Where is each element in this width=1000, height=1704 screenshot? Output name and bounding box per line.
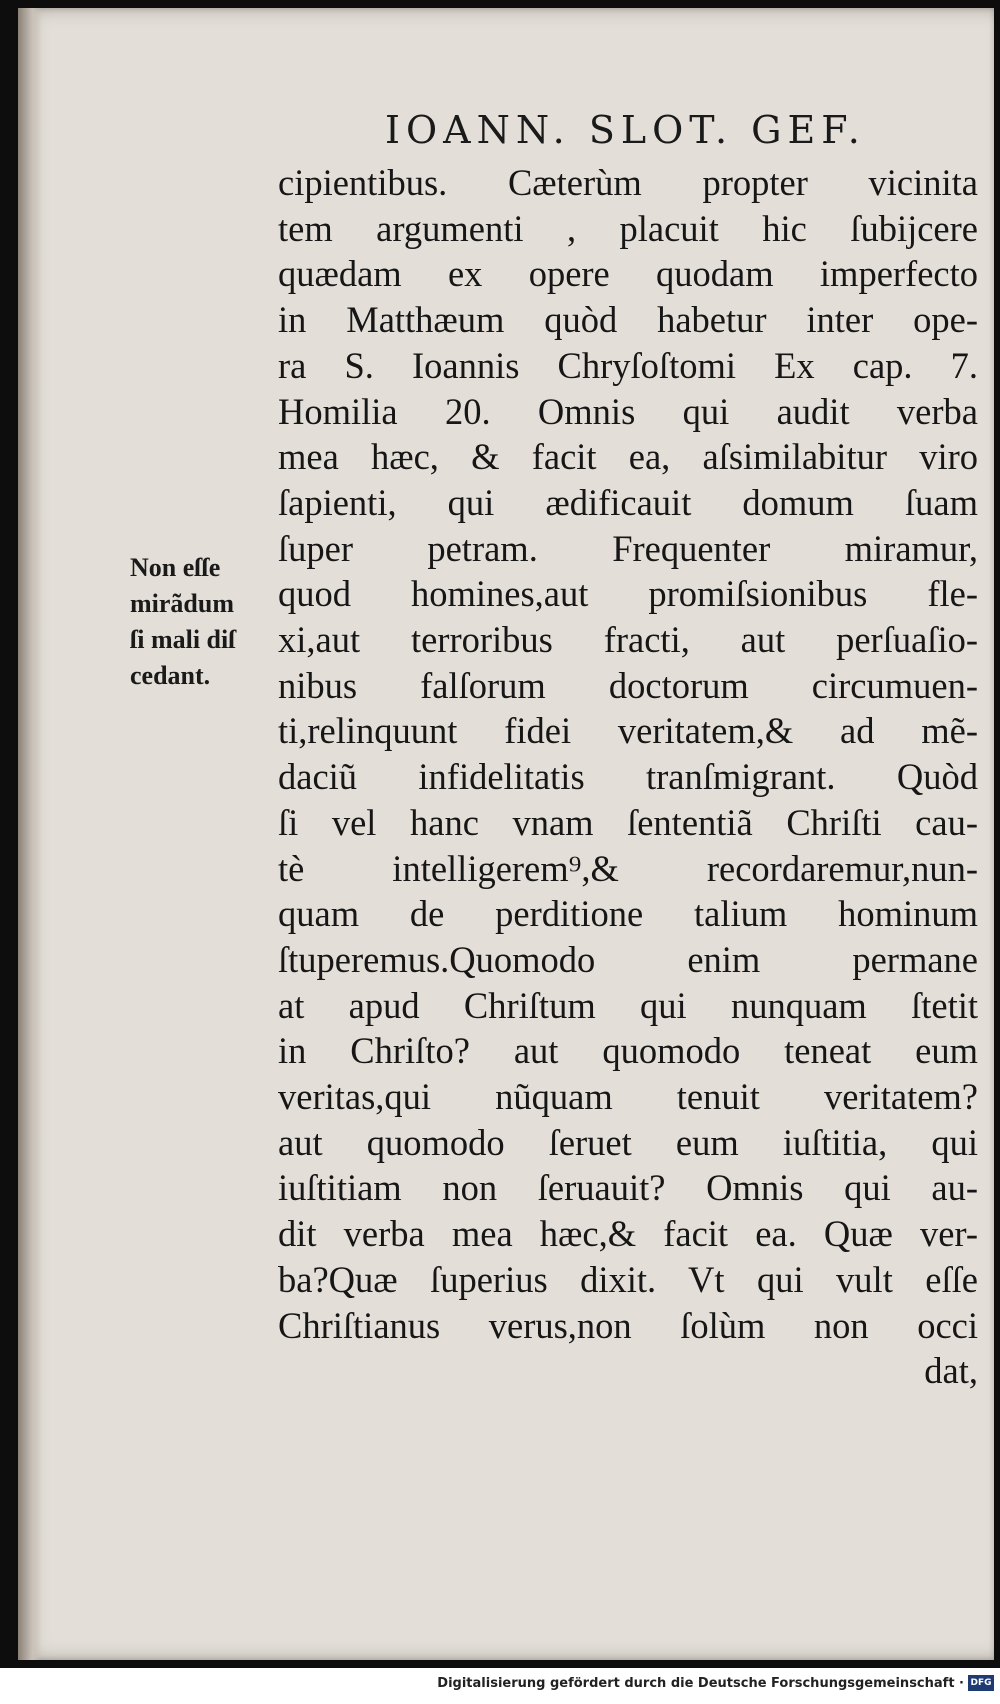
text-line: nibus falſorum doctorum circumuen- <box>278 664 978 706</box>
footer-credit: Digitalisierung gefördert durch die Deutsche Forschungsgemeinschaft · <box>437 1676 964 1691</box>
text-line: ba?Quæ ſuperius dixit. Vt qui vult eſſe <box>278 1258 978 1300</box>
running-head: IOANN. SLOT. GEF. <box>385 108 866 152</box>
text-line: at apud Chriſtum qui nunquam ſtetit <box>278 984 978 1026</box>
text-line: ſi vel hanc vnam ſententiã Chriſti cau- <box>278 801 978 843</box>
text-line: ſapienti, qui ædificauit domum ſuam <box>278 481 978 523</box>
text-line: ſtuperemus.Quomodo enim permane <box>278 938 978 980</box>
text-line: aut quomodo ſeruet eum iuſtitia, qui <box>278 1121 978 1163</box>
text-line: quam de perditione talium hominum <box>278 893 978 935</box>
text-line: dit verba mea hæc,& facit ea. Quæ ver- <box>278 1213 978 1255</box>
text-line: xi,aut terroribus fracti, aut perſuaſio- <box>278 619 978 661</box>
text-line: Chriſtianus verus,non ſolùm non occi <box>278 1304 978 1346</box>
text-line: in Matthæum quòd habetur inter ope- <box>278 299 978 341</box>
margin-note <box>130 550 280 694</box>
text-line: veritas,qui nũquam tenuit veritatem? <box>278 1076 978 1118</box>
margin-note-line: Non eſſe <box>130 553 221 582</box>
text-line: mea hæc, & facit ea, aſsimilabitur viro <box>278 436 978 478</box>
footer-bar <box>0 1668 1000 1704</box>
text-line: Homilia 20. Omnis qui audit verba <box>278 390 978 432</box>
catchword: dat, <box>924 1350 978 1392</box>
text-line: quædam ex opere quodam imperfecto <box>278 253 978 295</box>
text-line: ſuper petram. Frequenter miramur, <box>278 527 978 569</box>
text-line: ti,relinquunt fidei veritatem,& ad mẽ- <box>278 710 978 752</box>
margin-note-line: cedant. <box>130 661 211 690</box>
spine-shadow <box>18 8 42 1660</box>
text-line: ra S. Ioannis Chryſoſtomi Ex cap. 7. <box>278 344 978 386</box>
margin-note-line: ſi mali diſ <box>130 625 236 654</box>
text-line: iuſtitiam non ſeruauit? Omnis qui au- <box>278 1167 978 1209</box>
text-line: tè intelligerem⁹,& recordaremur,nun- <box>278 847 978 889</box>
text-line: tem argumenti , placuit hic ſubijcere <box>278 207 978 249</box>
text-line: cipientibus. Cæterùm propter vicinita <box>278 162 978 203</box>
text-line: daciũ infidelitatis tranſmigrant. Quòd <box>278 756 978 798</box>
text-line: in Chriſto? aut quomodo teneat eum <box>278 1030 978 1072</box>
dfg-logo-icon: DFG <box>968 1675 994 1691</box>
text-line: quod homines,aut promiſsionibus fle- <box>278 573 978 615</box>
margin-note-line: mirãdum <box>130 589 234 618</box>
body-text <box>278 160 978 1394</box>
